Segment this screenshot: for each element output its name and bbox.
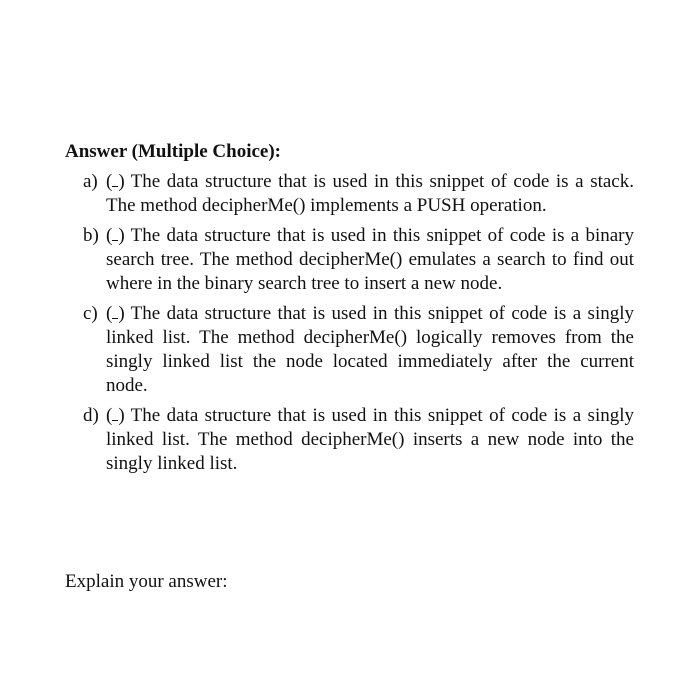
answer-checkbox-d[interactable]: ( ): [106, 405, 125, 426]
option-letter: c): [83, 303, 98, 324]
option-c: [83, 302, 634, 398]
answer-heading: Answer (Multiple Choice):: [65, 141, 282, 162]
answer-checkbox-c[interactable]: ( ): [106, 303, 125, 324]
option-letter: d): [83, 405, 99, 426]
option-text: The data structure that is used in this snippet of code is a singly linked list. The method decipherMe() inserts a new node into the singly linked list.: [106, 405, 634, 474]
option-d: [83, 404, 634, 476]
option-letter: a): [83, 171, 98, 192]
option-b: [83, 224, 634, 296]
option-a: [83, 170, 634, 218]
option-text: The data structure that is used in this snippet of code is a singly linked list. The method decipherMe() logically removes from the singly linked list the node located immediately after the current node.: [106, 303, 634, 396]
option-text: The data structure that is used in this snippet of code is a stack. The method decipherMe() implements a PUSH operation.: [106, 171, 634, 216]
answer-options-list: [83, 170, 634, 476]
answer-checkbox-b[interactable]: ( ): [106, 225, 125, 246]
option-letter: b): [83, 225, 99, 246]
explain-prompt: Explain your answer:: [65, 571, 228, 592]
option-text: The data structure that is used in this snippet of code is a binary search tree. The method decipherMe() emulates a search to find out where in the binary search tree to insert a new node.: [106, 225, 634, 294]
answer-checkbox-a[interactable]: ( ): [106, 171, 125, 192]
